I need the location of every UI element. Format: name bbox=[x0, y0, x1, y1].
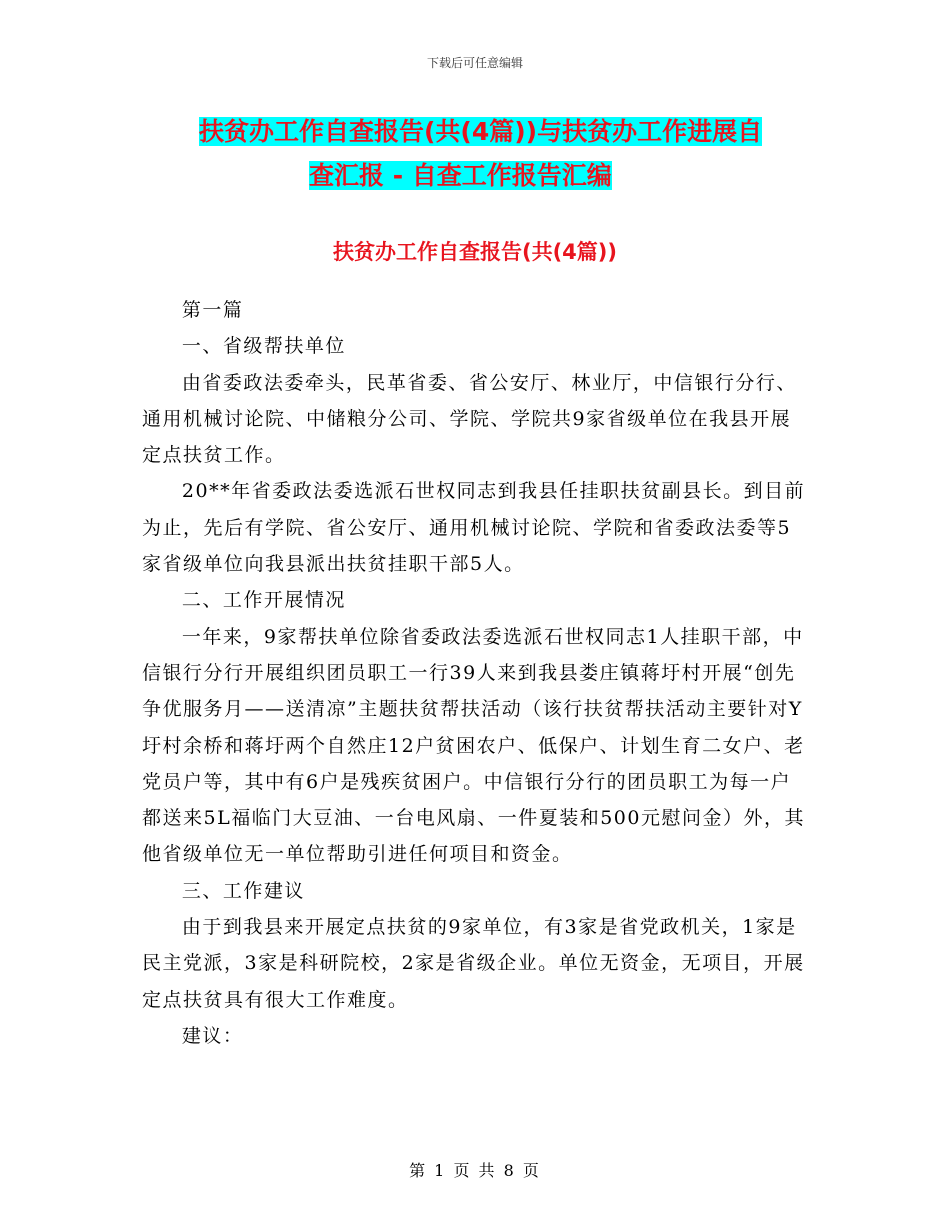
paragraph: 由省委政法委牵头，民革省委、省公安厅、林业厅，中信银行分行、通用机械讨论院、中储粮分公司、学院、学院共9家省级单位在我县开展定点扶贫工作。 bbox=[142, 371, 797, 467]
paragraph: 建议： bbox=[181, 1024, 244, 1047]
paragraph-heading-3: 三、工作建议 bbox=[181, 879, 305, 902]
page-number-footer: 第 1 页 共 8 页 bbox=[409, 1161, 541, 1180]
paragraph-heading-1: 一、省级帮扶单位 bbox=[181, 335, 346, 358]
paragraph: 20**年省委政法委选派石世权同志到我县任挂职扶贫副县长。到目前为止，先后有学院、省公安厅、通用机械讨论院、学院和省委政法委等5家省级单位向我县派出扶贫挂职干部5人。 bbox=[142, 480, 806, 576]
paragraph: 由于到我县来开展定点扶贫的9家单位，有3家是省党政机关，1家是民主党派，3家是科研院校，2家是省级企业。单位无资金，无项目，开展定点扶贫具有很大工作难度。 bbox=[142, 916, 805, 1011]
header-note: 下载后可任意编辑 bbox=[426, 56, 523, 70]
title-line-1: 扶贫办工作自查报告(共(4篇))与扶贫办工作进展自 bbox=[199, 117, 763, 146]
paragraph-heading-2: 二、工作开展情况 bbox=[181, 589, 346, 612]
document-body bbox=[142, 292, 810, 1054]
document-title bbox=[142, 110, 822, 198]
title-line-2: 查汇报 - 自查工作报告汇编 bbox=[309, 161, 612, 190]
paragraph: 一年来，9家帮扶单位除省委政法委选派石世权同志1人挂职干部，中信银行分行开展组织团员职工一行39人来到我县娄庄镇蒋圩村开展“创先争优服务月——送清凉”主题扶贫帮扶活动（该行扶贫帮扶活动主要针对Y圩村余桥和蒋圩两个自然庄12户贫困农户、低保户、计划生育二女户、老党员户等，其中有6户是残疾贫困户。中信银行分行的团员职工为每一户都送来5L福临门大豆油、一台电风扇、一件夏装和500元慰问金）外，其他省级单位无一单位帮助引进任何项目和资金。 bbox=[142, 625, 805, 866]
section-title: 扶贫办工作自查报告(共(4篇)) bbox=[332, 240, 617, 264]
paragraph-part-heading: 第一篇 bbox=[181, 299, 244, 321]
